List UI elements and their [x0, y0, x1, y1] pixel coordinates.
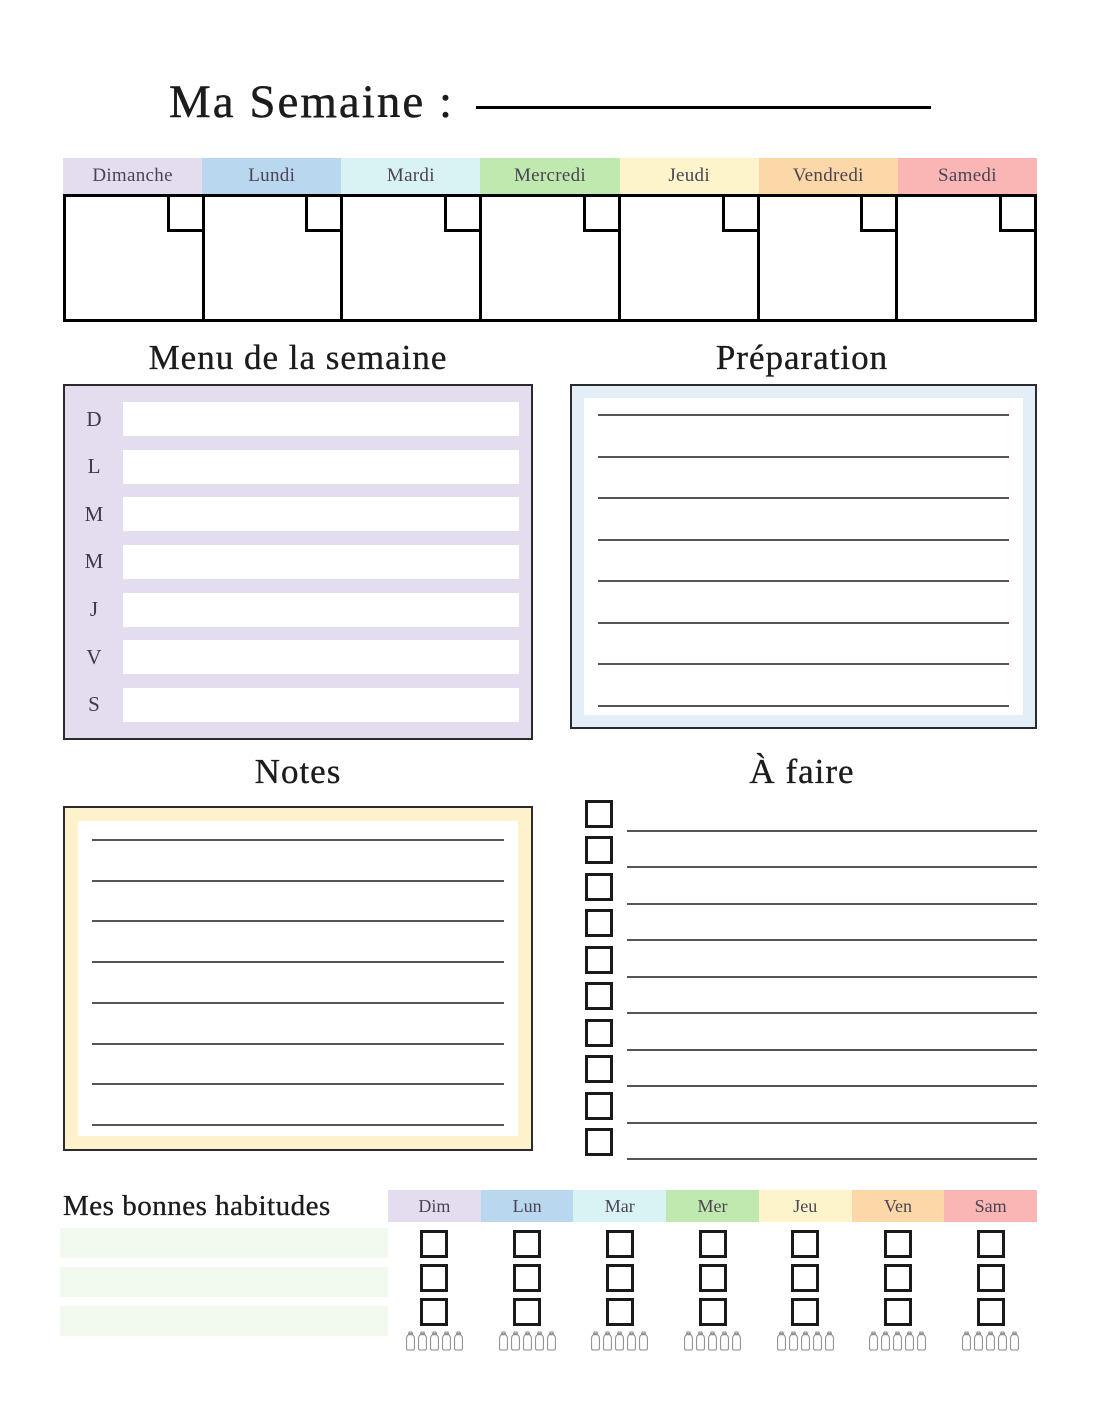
todo-item	[585, 1055, 1037, 1087]
date-box-jeudi[interactable]	[722, 197, 757, 232]
notes-line[interactable]	[92, 1124, 504, 1126]
checkbox-icon[interactable]	[585, 946, 613, 974]
checkbox-icon[interactable]	[699, 1298, 727, 1326]
menu-row-input[interactable]	[123, 688, 519, 722]
day-header-lundi: Lundi	[202, 158, 341, 194]
habits-section-heading: Mes bonnes habitudes	[63, 1190, 331, 1222]
day-header-jeudi: Jeudi	[620, 158, 759, 194]
todo-item-line[interactable]	[627, 939, 1037, 941]
habit-checkbox-group	[884, 1230, 912, 1326]
date-box-mardi[interactable]	[444, 197, 479, 232]
checkbox-icon[interactable]	[585, 1092, 613, 1120]
habit-day-header-sam: Sam	[944, 1190, 1037, 1222]
day-header-samedi: Samedi	[898, 158, 1037, 194]
day-header-mardi: Mardi	[341, 158, 480, 194]
todo-item	[585, 1092, 1037, 1124]
checkbox-icon[interactable]	[791, 1298, 819, 1326]
notes-line[interactable]	[92, 880, 504, 882]
notes-panel	[63, 806, 533, 1151]
habit-day-column-mer	[666, 1190, 759, 1351]
checkbox-icon[interactable]	[513, 1230, 541, 1258]
todo-item-line[interactable]	[627, 1158, 1037, 1160]
menu-row-label: D	[86, 406, 102, 431]
todo-item-line[interactable]	[627, 866, 1037, 868]
notes-line[interactable]	[92, 1002, 504, 1004]
menu-row-label: M	[84, 549, 104, 574]
checkbox-icon[interactable]	[699, 1230, 727, 1258]
habit-checkbox-group	[977, 1230, 1005, 1326]
date-box-samedi[interactable]	[999, 197, 1034, 232]
habit-name-input[interactable]	[60, 1306, 388, 1336]
todo-item-line[interactable]	[627, 830, 1037, 832]
habit-checkbox-group	[606, 1230, 634, 1326]
menu-row-label: L	[87, 454, 101, 479]
water-bottle-icon[interactable]	[695, 1331, 706, 1351]
water-bottle-icon[interactable]	[719, 1331, 730, 1351]
todo-item	[585, 982, 1037, 1014]
menu-row-input[interactable]	[123, 593, 519, 627]
water-tracker	[776, 1331, 835, 1351]
water-bottle-icon[interactable]	[961, 1331, 972, 1351]
notes-writing-area[interactable]	[78, 821, 518, 1136]
habit-checkbox-group	[513, 1230, 541, 1326]
water-bottle-icon[interactable]	[429, 1331, 440, 1351]
checkbox-icon[interactable]	[585, 836, 613, 864]
checkbox-icon[interactable]	[585, 1128, 613, 1156]
day-cell-jeudi[interactable]	[621, 197, 760, 322]
water-bottle-icon[interactable]	[453, 1331, 464, 1351]
notes-line[interactable]	[92, 839, 504, 841]
water-bottle-icon[interactable]	[788, 1331, 799, 1351]
todo-item-line[interactable]	[627, 903, 1037, 905]
habits-day-columns	[388, 1190, 1037, 1351]
preparation-line[interactable]	[598, 456, 1009, 458]
habit-day-column-sam	[944, 1190, 1037, 1351]
todo-item	[585, 800, 1037, 832]
menu-row-label: M	[84, 501, 104, 526]
checkbox-icon[interactable]	[420, 1298, 448, 1326]
water-bottle-icon[interactable]	[776, 1331, 787, 1351]
water-bottle-icon[interactable]	[546, 1331, 557, 1351]
preparation-writing-area[interactable]	[584, 398, 1023, 715]
checkbox-icon[interactable]	[420, 1230, 448, 1258]
menu-row-input[interactable]	[123, 640, 519, 674]
checkbox-icon[interactable]	[977, 1264, 1005, 1292]
menu-row-input[interactable]	[123, 497, 519, 531]
notes-line[interactable]	[92, 1083, 504, 1085]
water-bottle-icon[interactable]	[997, 1331, 1008, 1351]
water-bottle-icon[interactable]	[707, 1331, 718, 1351]
todo-item-line[interactable]	[627, 1085, 1037, 1087]
water-bottle-icon[interactable]	[683, 1331, 694, 1351]
water-bottle-icon[interactable]	[534, 1331, 545, 1351]
week-day-headers	[63, 158, 1037, 194]
habit-day-header-lun: Lun	[481, 1190, 574, 1222]
checkbox-icon[interactable]	[791, 1230, 819, 1258]
preparation-line[interactable]	[598, 705, 1009, 707]
preparation-line[interactable]	[598, 539, 1009, 541]
water-bottle-icon[interactable]	[638, 1331, 649, 1351]
page-title-row	[0, 72, 1100, 132]
habit-day-column-dim	[388, 1190, 481, 1351]
checkbox-icon[interactable]	[699, 1264, 727, 1292]
menu-section-heading: Menu de la semaine	[148, 338, 448, 377]
water-bottle-icon[interactable]	[1009, 1331, 1020, 1351]
day-cell-lundi[interactable]	[205, 197, 344, 322]
date-box-vendredi[interactable]	[860, 197, 895, 232]
water-bottle-icon[interactable]	[417, 1331, 428, 1351]
water-bottle-icon[interactable]	[973, 1331, 984, 1351]
checkbox-icon[interactable]	[606, 1230, 634, 1258]
habit-day-header-jeu: Jeu	[759, 1190, 852, 1222]
water-tracker	[405, 1331, 464, 1351]
day-cell-samedi[interactable]	[898, 197, 1037, 322]
todo-list	[585, 800, 1037, 1160]
water-bottle-icon[interactable]	[824, 1331, 835, 1351]
habit-day-header-dim: Dim	[388, 1190, 481, 1222]
page-title	[169, 75, 931, 129]
day-header-dimanche: Dimanche	[63, 158, 202, 194]
checkbox-icon[interactable]	[884, 1230, 912, 1258]
week-name-blank-line[interactable]	[476, 78, 931, 109]
menu-row-label: J	[89, 597, 99, 622]
water-bottle-icon[interactable]	[812, 1331, 823, 1351]
checkbox-icon[interactable]	[513, 1298, 541, 1326]
checkbox-icon[interactable]	[513, 1264, 541, 1292]
menu-row	[65, 638, 519, 676]
menu-row-input[interactable]	[123, 402, 519, 436]
preparation-section-heading: Préparation	[715, 338, 889, 377]
water-bottle-icon[interactable]	[602, 1331, 613, 1351]
checkbox-icon[interactable]	[606, 1298, 634, 1326]
water-bottle-icon[interactable]	[868, 1331, 879, 1351]
todo-item-line[interactable]	[627, 976, 1037, 978]
todo-section-heading: À faire	[749, 752, 855, 791]
menu-row	[65, 448, 519, 486]
water-tracker	[590, 1331, 649, 1351]
menu-row	[65, 495, 519, 533]
todo-item	[585, 1128, 1037, 1160]
todo-item-line[interactable]	[627, 1122, 1037, 1124]
todo-item	[585, 873, 1037, 905]
water-bottle-icon[interactable]	[800, 1331, 811, 1351]
date-box-lundi[interactable]	[305, 197, 340, 232]
menu-row	[65, 686, 519, 724]
water-bottle-icon[interactable]	[880, 1331, 891, 1351]
day-header-mercredi: Mercredi	[480, 158, 619, 194]
preparation-line[interactable]	[598, 663, 1009, 665]
habit-name-input[interactable]	[60, 1228, 388, 1258]
checkbox-icon[interactable]	[585, 873, 613, 901]
todo-item	[585, 1019, 1037, 1051]
habit-checkbox-group	[699, 1230, 727, 1326]
habit-checkbox-group	[791, 1230, 819, 1326]
todo-item-line[interactable]	[627, 1012, 1037, 1014]
water-bottle-icon[interactable]	[522, 1331, 533, 1351]
water-bottle-icon[interactable]	[441, 1331, 452, 1351]
todo-item	[585, 909, 1037, 941]
checkbox-icon[interactable]	[884, 1298, 912, 1326]
water-bottle-icon[interactable]	[916, 1331, 927, 1351]
habit-day-header-mer: Mer	[666, 1190, 759, 1222]
day-cell-dimanche[interactable]	[66, 197, 205, 322]
menu-row-label: V	[86, 644, 102, 669]
day-cell-mercredi[interactable]	[482, 197, 621, 322]
checkbox-icon[interactable]	[977, 1230, 1005, 1258]
preparation-line[interactable]	[598, 622, 1009, 624]
water-bottle-icon[interactable]	[731, 1331, 742, 1351]
date-box-mercredi[interactable]	[583, 197, 618, 232]
water-bottle-icon[interactable]	[590, 1331, 601, 1351]
menu-row	[65, 543, 519, 581]
habit-checkbox-group	[420, 1230, 448, 1326]
water-bottle-icon[interactable]	[405, 1331, 416, 1351]
water-bottle-icon[interactable]	[510, 1331, 521, 1351]
habit-day-column-ven	[852, 1190, 945, 1351]
todo-item-line[interactable]	[627, 1049, 1037, 1051]
menu-panel	[63, 384, 533, 740]
preparation-panel	[570, 384, 1037, 729]
menu-row-input[interactable]	[123, 545, 519, 579]
menu-row	[65, 591, 519, 629]
day-header-vendredi: Vendredi	[759, 158, 898, 194]
notes-line[interactable]	[92, 920, 504, 922]
habit-name-input[interactable]	[60, 1267, 388, 1297]
water-tracker	[683, 1331, 742, 1351]
todo-item	[585, 836, 1037, 868]
habit-day-column-jeu	[759, 1190, 852, 1351]
checkbox-icon[interactable]	[585, 800, 613, 828]
day-cell-mardi[interactable]	[343, 197, 482, 322]
date-box-dimanche[interactable]	[167, 197, 202, 232]
checkbox-icon[interactable]	[606, 1264, 634, 1292]
habit-day-column-lun	[481, 1190, 574, 1351]
menu-row-label: S	[88, 692, 100, 717]
checkbox-icon[interactable]	[977, 1298, 1005, 1326]
menu-row-input[interactable]	[123, 450, 519, 484]
preparation-line[interactable]	[598, 497, 1009, 499]
water-tracker	[961, 1331, 1020, 1351]
menu-row	[65, 400, 519, 438]
habit-day-column-mar	[573, 1190, 666, 1351]
week-day-cells	[63, 194, 1037, 322]
day-cell-vendredi[interactable]	[760, 197, 899, 322]
checkbox-icon[interactable]	[585, 1019, 613, 1047]
preparation-line[interactable]	[598, 414, 1009, 416]
checkbox-icon[interactable]	[420, 1264, 448, 1292]
water-tracker	[498, 1331, 557, 1351]
water-bottle-icon[interactable]	[498, 1331, 509, 1351]
week-grid	[63, 158, 1037, 322]
notes-line[interactable]	[92, 961, 504, 963]
checkbox-icon[interactable]	[585, 909, 613, 937]
page-title-label: Ma Semaine :	[168, 76, 455, 128]
notes-section-heading: Notes	[254, 752, 342, 791]
preparation-line[interactable]	[598, 580, 1009, 582]
checkbox-icon[interactable]	[585, 982, 613, 1010]
habit-day-header-mar: Mar	[573, 1190, 666, 1222]
water-bottle-icon[interactable]	[904, 1331, 915, 1351]
checkbox-icon[interactable]	[884, 1264, 912, 1292]
checkbox-icon[interactable]	[791, 1264, 819, 1292]
habit-day-header-ven: Ven	[852, 1190, 945, 1222]
water-bottle-icon[interactable]	[892, 1331, 903, 1351]
water-bottle-icon[interactable]	[614, 1331, 625, 1351]
checkbox-icon[interactable]	[585, 1055, 613, 1083]
habits-name-rows	[60, 1228, 388, 1336]
water-bottle-icon[interactable]	[985, 1331, 996, 1351]
notes-line[interactable]	[92, 1043, 504, 1045]
todo-item	[585, 946, 1037, 978]
water-bottle-icon[interactable]	[626, 1331, 637, 1351]
water-tracker	[868, 1331, 927, 1351]
